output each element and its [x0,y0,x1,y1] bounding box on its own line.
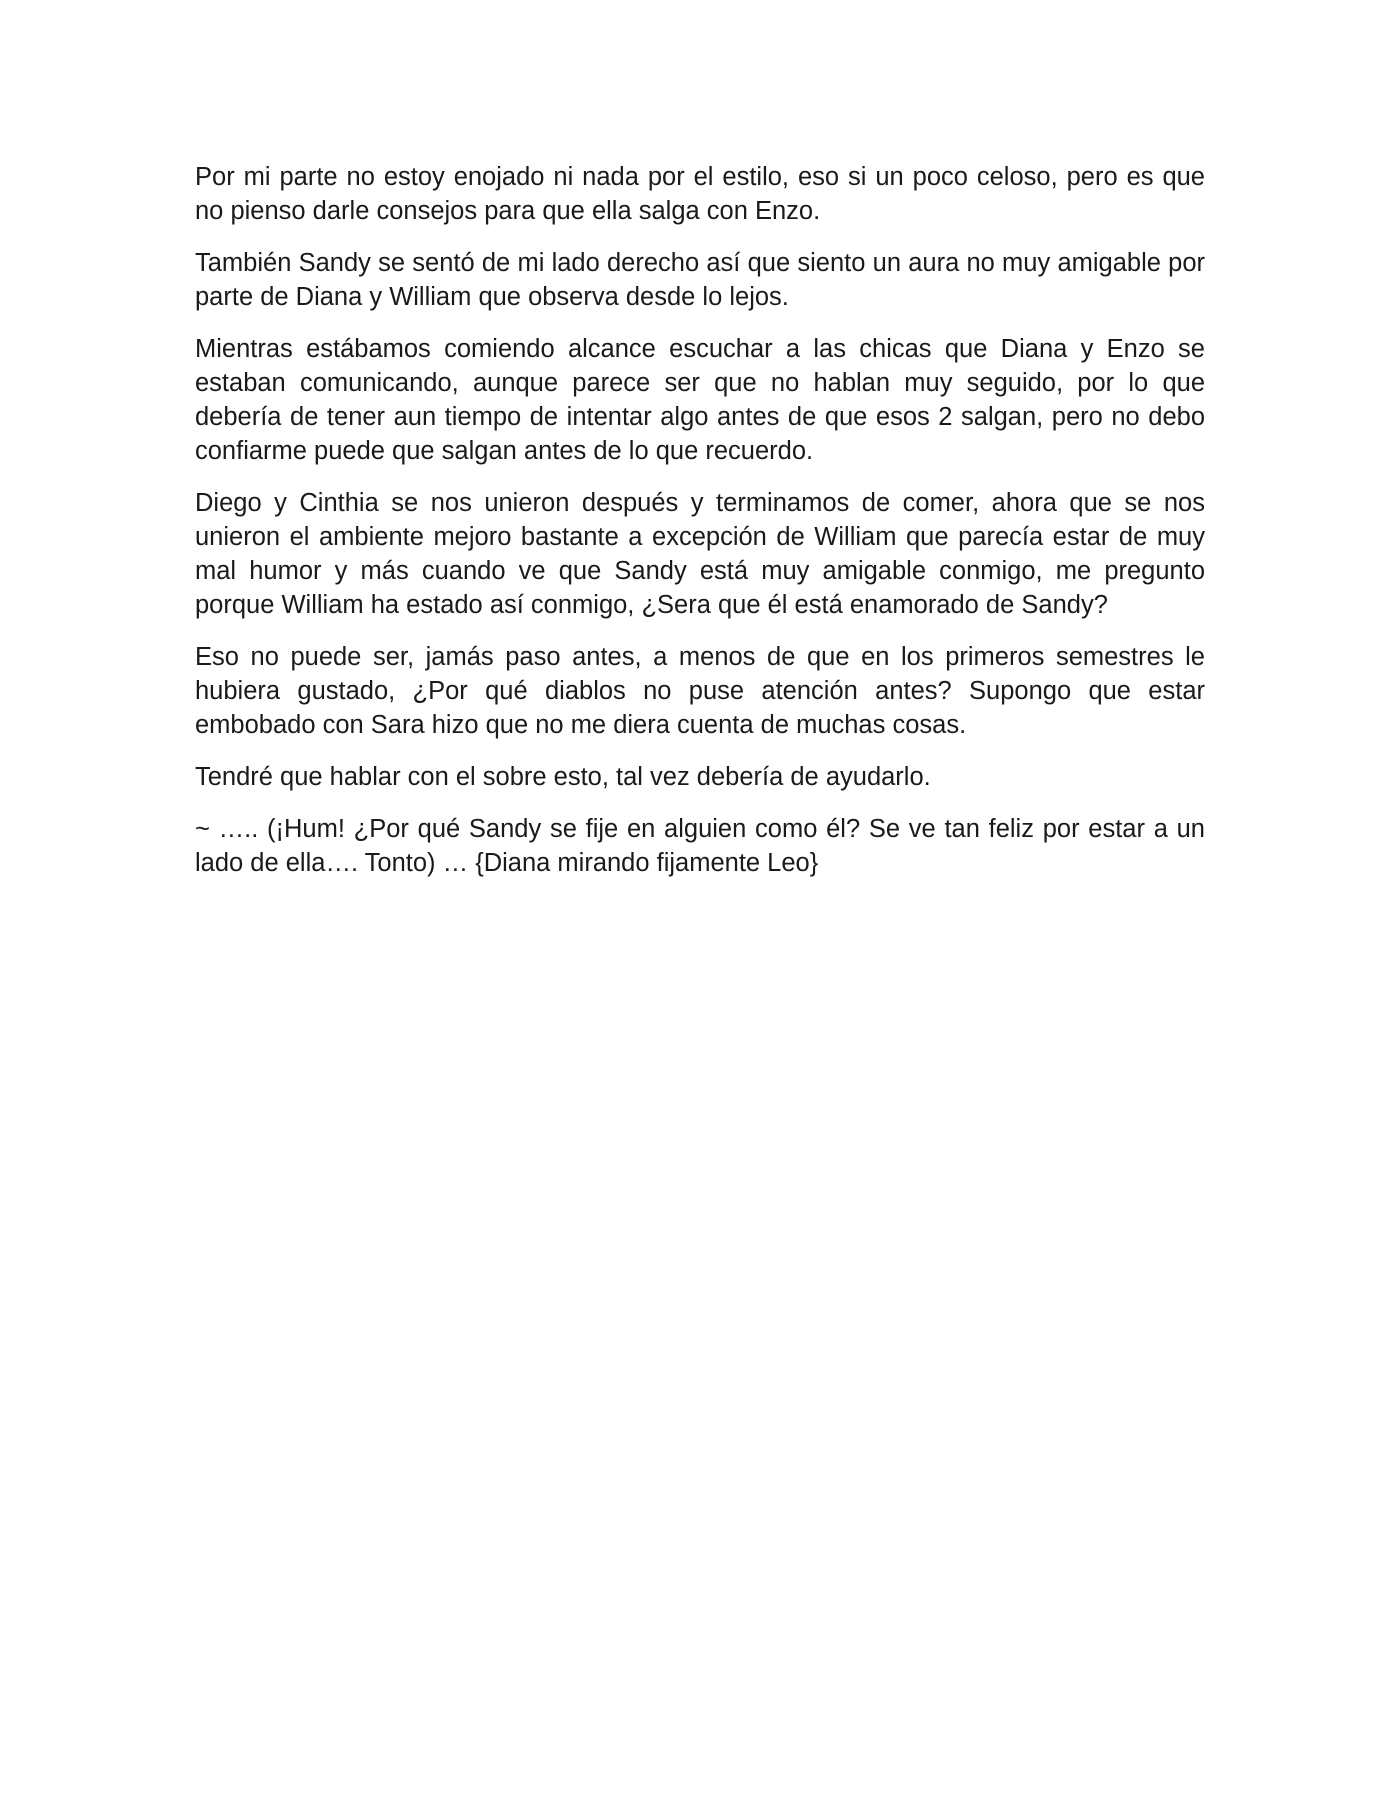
paragraph-2: También Sandy se sentó de mi lado derecho así que siento un aura no muy amigable por parte de Diana y William que observa desde lo lejos. [195,249,1205,311]
paragraph-4: Diego y Cinthia se nos unieron después y terminamos de comer, ahora que se nos unieron el ambiente mejoro bastante a excepción de William que parecía estar de muy mal humor y más cuando ve que Sandy está muy amigable conmigo, me pregunto porque William ha estado así conmigo, ¿Sera que él está enamorado de Sandy? [195,489,1205,619]
paragraph-1: Por mi parte no estoy enojado ni nada por el estilo, eso si un poco celoso, pero es que no pienso darle consejos para que ella salga con Enzo. [195,163,1205,225]
paragraph-7: ~ ….. (¡Hum! ¿Por qué Sandy se fije en alguien como él? Se ve tan feliz por estar a un lado de ella…. Tonto) … {Diana mirando fijamente Leo} [195,815,1205,877]
paragraph-6: Tendré que hablar con el sobre esto, tal vez debería de ayudarlo. [195,763,931,791]
document-body [195,160,1205,898]
paragraph-3: Mientras estábamos comiendo alcance escuchar a las chicas que Diana y Enzo se estaban comunicando, aunque parece ser que no hablan muy seguido, por lo que debería de tener aun tiempo de intentar algo antes de que esos 2 salgan, pero no debo confiarme puede que salgan antes de lo que recuerdo. [195,335,1205,465]
paragraph-5: Eso no puede ser, jamás paso antes, a menos de que en los primeros semestres le hubiera gustado, ¿Por qué diablos no puse atención antes? Supongo que estar embobado con Sara hizo que no me diera cuenta de muchas cosas. [195,643,1205,739]
